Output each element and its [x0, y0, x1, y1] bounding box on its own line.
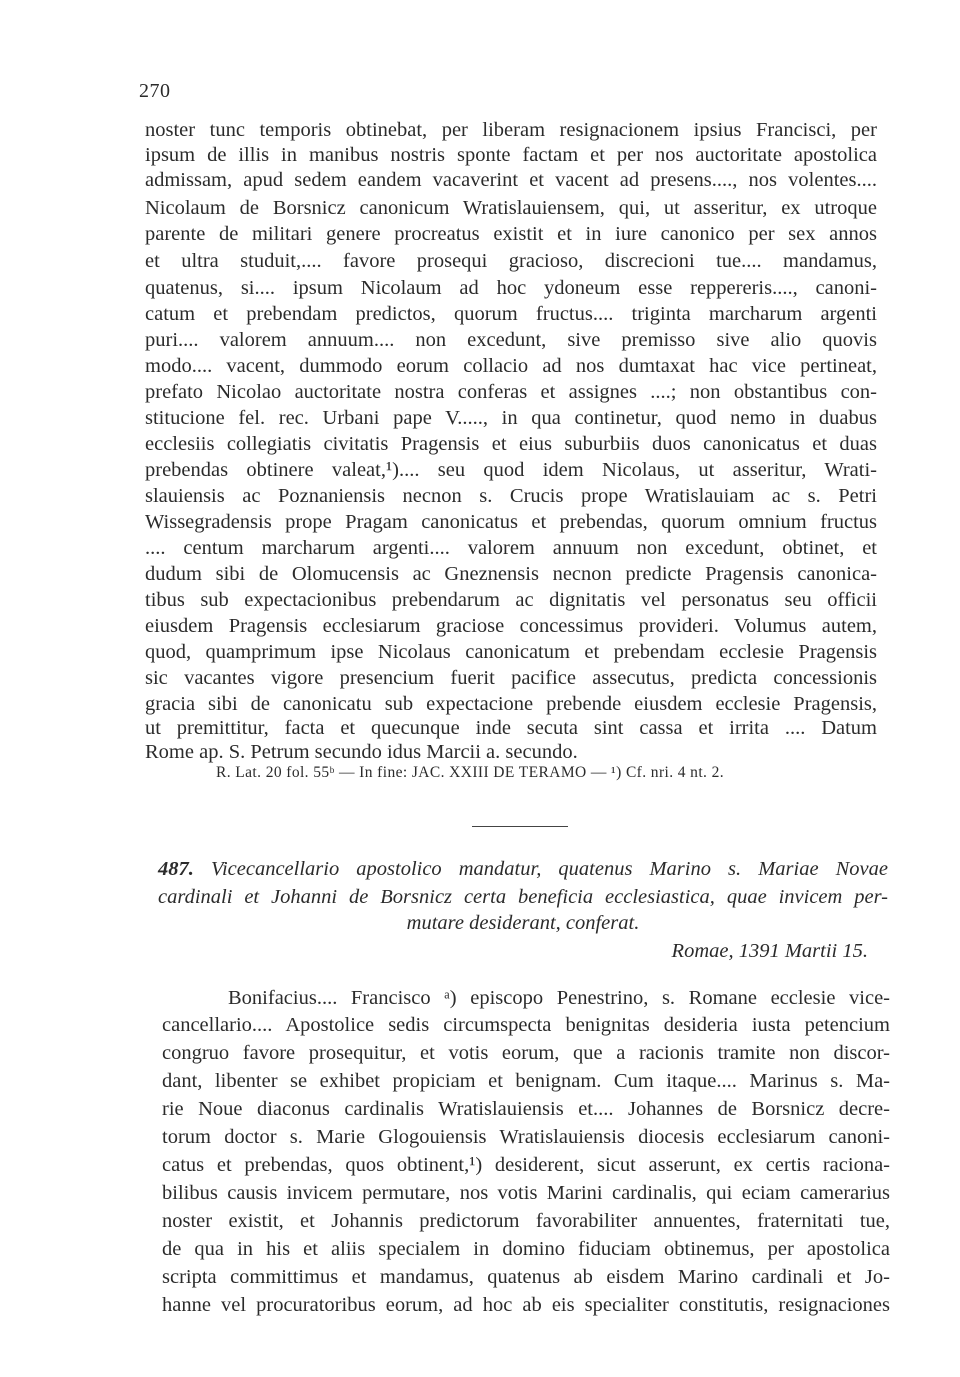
body-text-line: quatenus, si.... ipsum Nicolaum ad hoc ydoneum esse reppereris...., canoni-: [145, 277, 877, 299]
body-text-line: noster existit, et Johannis predictorum favorabiliter annuentes, fraternitati tue,: [162, 1210, 890, 1232]
body-text-line: cancellario.... Apostolice sedis circumspecta benignitas desideria iusta petencium: [162, 1014, 890, 1036]
body-text-line: catum et prebendam predictos, quorum fructus.... triginta marcharum argenti: [145, 303, 877, 325]
body-text-line: tibus sub expectacionibus prebendarum ac dignitatis vel personatus seu officii: [145, 589, 877, 611]
body-text-line: admissam, apud sedem eandem vacaverint et vacent ad presens...., nos volentes....: [145, 169, 877, 191]
body-text-line: Bonifacius.... Francisco ᵃ) episcopo Penestrino, s. Romane ecclesie vice-: [228, 987, 890, 1009]
body-text-line: catus et prebendas, quos obtinent,¹) desiderent, sicut asserunt, ex certis raciona-: [162, 1154, 890, 1176]
body-text-line: prebendas obtinere valeat,¹).... seu quod idem Nicolaus, ut asseritur, Wrati-: [145, 459, 877, 481]
body-text-line: rie Noue diaconus cardinalis Wratislauiensis et.... Johannes de Borsnicz decre-: [162, 1098, 890, 1120]
body-text-line: Wissegradensis prope Pragam canonicatus et prebendas, quorum omnium fructus: [145, 511, 877, 533]
dateline: Romae, 1391 Martii 15.: [671, 940, 868, 962]
body-text-line: gracia sibi de canonicatu sub expectacione prebende eiusdem ecclesie Pragensis,: [145, 693, 877, 715]
body-text-line: et ultra studuit,.... favore prosequi gracioso, discrecioni tue.... mandamus,: [145, 250, 877, 272]
body-text-line: sic vacantes vigore presencium fuerit pacifice assecutus, predicta concessionis: [145, 667, 877, 689]
body-text-line: stitucione fel. rec. Urbani pape V....., in qua continetur, quod nemo in duabus: [145, 407, 877, 429]
body-text-line: de qua in his et aliis specialem in domino fiduciam obtinemus, per apostolica: [162, 1238, 890, 1260]
body-text-line: ecclesiis collegiatis civitatis Pragensis et eius suburbiis duos canonicatus et duas: [145, 433, 877, 455]
source-footnote: R. Lat. 20 fol. 55ᵇ — In fine: JAC. XXIII DE TERAMO — ¹) Cf. nri. 4 nt. 2.: [216, 764, 725, 781]
body-text-line: slauiensis ac Poznaniensis necnon s. Crucis prope Wratislauiam ac s. Petri: [145, 485, 877, 507]
body-text-line: torum doctor s. Marie Glogouiensis Wratislauiensis diocesis ecclesiarum canoni-: [162, 1126, 890, 1148]
section-divider: [472, 826, 568, 827]
regest-line: mutare desiderant, conferat.: [406, 912, 640, 934]
regest-line: [158, 856, 888, 882]
body-text-line: modo.... vacent, dummodo eorum collacio ad nos dumtaxat hac vice pertineat,: [145, 355, 877, 377]
body-text-line: scripta committimus et mandamus, quatenus ab eisdem Marino cardinali et Jo-: [162, 1266, 890, 1288]
body-text-line: dudum sibi de Olomucensis ac Gneznensis necnon predicte Pragensis canonica-: [145, 563, 877, 585]
page-number: 270: [139, 80, 171, 102]
body-text-line: hanne vel procuratoribus eorum, ad hoc ab eis specialiter constitutis, resignaciones: [162, 1294, 890, 1316]
body-text-line: ipsum de illis in manibus nostris sponte factam et per nos auctoritate apostolica: [145, 144, 877, 166]
regest-line: cardinali et Johanni de Borsnicz certa beneficia ecclesiastica, quae invicem per-: [158, 886, 888, 908]
regest-text: Vicecancellario apostolico mandatur, quatenus Marino s. Mariae Novae: [210, 858, 888, 880]
body-text-line: .... centum marcharum argenti.... valorem annuum non excedunt, obtinet, et: [145, 537, 877, 559]
body-text-line: dant, libenter se exhibet propiciam et benignam. Cum itaque.... Marinus s. Ma-: [162, 1070, 890, 1092]
body-text-line: puri.... valorem annuum.... non excedunt, sive premisso sive alio quovis: [145, 329, 877, 351]
body-text-line: ut premittitur, facta et quecunque inde secuta sint cassa et irrita .... Datum: [145, 717, 877, 739]
body-text-line: bilibus causis invicem permutare, nos votis Marini cardinalis, qui eciam camerarius: [162, 1182, 890, 1204]
body-text-line: prefato Nicolao auctoritate nostra conferas et assignes ....; non obstantibus con-: [145, 381, 877, 403]
body-text-line: parente de militari genere procreatus existit et in iure canonico per sex annos: [145, 223, 877, 245]
body-text-line: Nicolaum de Borsnicz canonicum Wratislauiensem, qui, ut asseritur, ex utroque: [145, 197, 877, 219]
body-text-line: quod, quamprimum ipse Nicolaus canonicatum et prebendam ecclesie Pragensis: [145, 641, 877, 663]
body-text-line: eiusdem Pragensis ecclesiarum graciose concessimus provideri. Volumus autem,: [145, 615, 877, 637]
body-text-line: congruo favore prosequitur, et votis eorum, que a racionis tramite non discor-: [162, 1042, 890, 1064]
body-text-line: Rome ap. S. Petrum secundo idus Marcii a. secundo.: [145, 741, 578, 763]
document-number: 487.: [158, 858, 194, 880]
body-text-line: noster tunc temporis obtinebat, per liberam resignacionem ipsius Francisci, per: [145, 119, 877, 141]
